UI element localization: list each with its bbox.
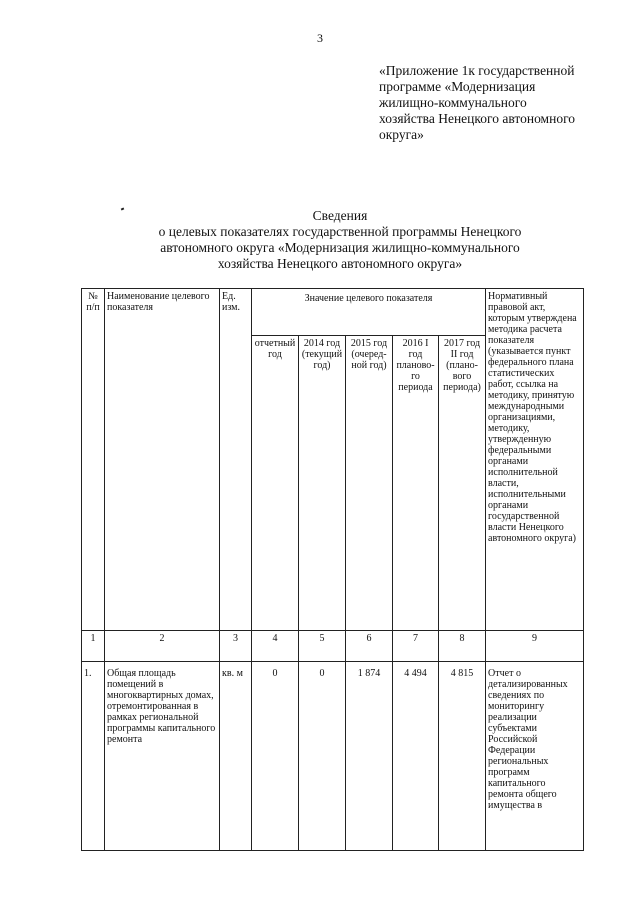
header-unit: Ед. изм. bbox=[220, 289, 252, 631]
row-value-2016: 4 494 bbox=[393, 662, 439, 851]
row-indicator-name: Общая площадь помещений в многоквартирных домах, отремонтированная в рамках региональной программы капитального ремонта bbox=[105, 662, 220, 851]
column-number: 2 bbox=[105, 631, 220, 662]
header-sub-reporting: отчетный год bbox=[252, 336, 299, 631]
row-num: 1. bbox=[82, 662, 105, 851]
row-value-2017: 4 815 bbox=[439, 662, 486, 851]
row-value-2015: 1 874 bbox=[346, 662, 393, 851]
title-line: о целевых показателях государственной программы Ненецкого bbox=[158, 224, 522, 239]
header-sub-2014: 2014 год (текущий год) bbox=[299, 336, 346, 631]
row-value-2014: 0 bbox=[299, 662, 346, 851]
column-number: 8 bbox=[439, 631, 486, 662]
page-number: 3 bbox=[317, 31, 323, 45]
header-normative: Нормативный правовой акт, которым утверждена методика расчета показателя (указывается пункт федерального плана статистических работ, ссылка на методику, принятую международными организациями, методику, утвержденную федеральными органами исполнительной власти, исполнительными органами государственной власти Ненецкого автономного округа) bbox=[486, 289, 584, 631]
header-sub-2015: 2015 год (очеред-ной год) bbox=[346, 336, 393, 631]
column-number: 7 bbox=[393, 631, 439, 662]
column-number: 1 bbox=[82, 631, 105, 662]
table-row bbox=[82, 662, 584, 851]
header-row bbox=[82, 289, 584, 336]
column-number: 9 bbox=[486, 631, 584, 662]
header-value-group: Значение целевого показателя bbox=[252, 289, 486, 336]
column-number: 3 bbox=[220, 631, 252, 662]
row-normative: Отчет о детализированных сведениях по мониторингу реализации субъектами Российской Федерации региональных программ капитального ремонта общего имущества в bbox=[486, 662, 584, 851]
column-number: 5 bbox=[299, 631, 346, 662]
column-number-row bbox=[82, 631, 584, 662]
header-name: Наименование целевого показателя bbox=[105, 289, 220, 631]
appendix-line: программе «Модернизация bbox=[379, 79, 536, 94]
appendix-note bbox=[379, 63, 599, 143]
header-sub-2016: 2016 I год планово-го периода bbox=[393, 336, 439, 631]
header-num: № п/п bbox=[82, 289, 105, 631]
title-line: хозяйства Ненецкого автономного округа» bbox=[217, 256, 463, 271]
document-title bbox=[120, 208, 560, 272]
appendix-line: округа» bbox=[379, 127, 424, 142]
row-value-reporting: 0 bbox=[252, 662, 299, 851]
title-line: автономного округа «Модернизация жилищно-коммунального bbox=[160, 240, 520, 255]
column-number: 4 bbox=[252, 631, 299, 662]
column-number: 6 bbox=[346, 631, 393, 662]
appendix-line: хозяйства Ненецкого автономного bbox=[379, 111, 576, 126]
page-bottom-margin bbox=[0, 864, 640, 905]
appendix-line: жилищно-коммунального bbox=[379, 95, 527, 110]
title-heading: Сведения bbox=[312, 208, 368, 223]
appendix-line: «Приложение 1к государственной bbox=[379, 63, 575, 78]
indicators-table bbox=[81, 288, 584, 851]
header-sub-2017: 2017 год II год (плано-вого периода) bbox=[439, 336, 486, 631]
row-unit: кв. м bbox=[220, 662, 252, 851]
